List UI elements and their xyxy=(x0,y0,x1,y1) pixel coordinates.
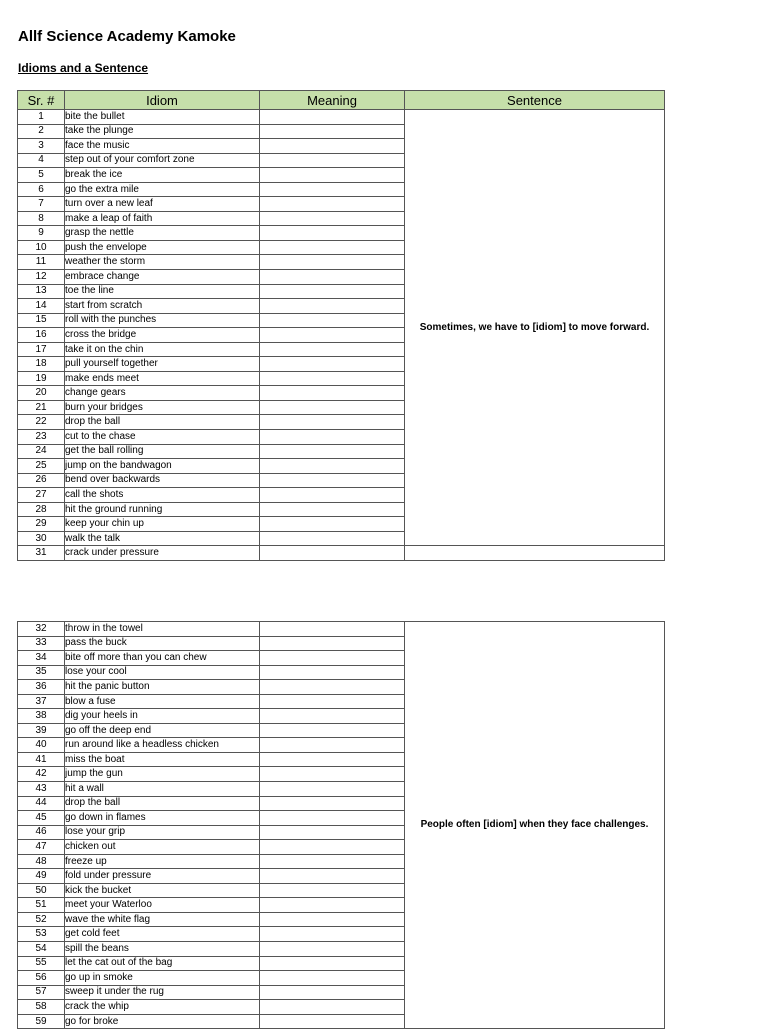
meaning-cell[interactable] xyxy=(260,825,405,840)
meaning-cell[interactable] xyxy=(260,371,405,386)
idioms-table-section-1 xyxy=(17,90,665,561)
row-number: 26 xyxy=(18,473,65,488)
idiom-cell: blow a fuse xyxy=(65,694,260,709)
idiom-cell: spill the beans xyxy=(65,942,260,957)
idiom-cell: grasp the nettle xyxy=(65,226,260,241)
row-number: 4 xyxy=(18,153,65,168)
row-number: 56 xyxy=(18,971,65,986)
row-number: 21 xyxy=(18,400,65,415)
row-number: 5 xyxy=(18,168,65,183)
idiom-cell: go up in smoke xyxy=(65,971,260,986)
idiom-cell: call the shots xyxy=(65,488,260,503)
idiom-cell: cross the bridge xyxy=(65,328,260,343)
meaning-cell[interactable] xyxy=(260,738,405,753)
meaning-cell[interactable] xyxy=(260,854,405,869)
idiom-cell: walk the talk xyxy=(65,531,260,546)
idiom-cell: meet your Waterloo xyxy=(65,898,260,913)
idiom-cell: get the ball rolling xyxy=(65,444,260,459)
idiom-cell: pass the buck xyxy=(65,636,260,651)
row-number: 40 xyxy=(18,738,65,753)
row-number: 34 xyxy=(18,651,65,666)
meaning-cell[interactable] xyxy=(260,869,405,884)
meaning-cell[interactable] xyxy=(260,752,405,767)
meaning-cell[interactable] xyxy=(260,211,405,226)
row-number: 24 xyxy=(18,444,65,459)
idiom-cell: toe the line xyxy=(65,284,260,299)
idiom-cell: run around like a headless chicken xyxy=(65,738,260,753)
meaning-cell[interactable] xyxy=(260,415,405,430)
row-number: 17 xyxy=(18,342,65,357)
meaning-cell[interactable] xyxy=(260,182,405,197)
idiom-cell: keep your chin up xyxy=(65,517,260,532)
row-number: 18 xyxy=(18,357,65,372)
meaning-cell[interactable] xyxy=(260,197,405,212)
document-title: Allf Science Academy Kamoke xyxy=(18,28,236,45)
row-number: 55 xyxy=(18,956,65,971)
idiom-cell: dig your heels in xyxy=(65,709,260,724)
meaning-cell[interactable] xyxy=(260,444,405,459)
column-header-meaning: Meaning xyxy=(260,91,405,110)
idiom-cell: change gears xyxy=(65,386,260,401)
idiom-cell: weather the storm xyxy=(65,255,260,270)
meaning-cell[interactable] xyxy=(260,546,405,561)
row-number: 27 xyxy=(18,488,65,503)
idiom-cell: turn over a new leaf xyxy=(65,197,260,212)
meaning-cell[interactable] xyxy=(260,811,405,826)
row-number: 45 xyxy=(18,811,65,826)
meaning-cell[interactable] xyxy=(260,284,405,299)
meaning-cell[interactable] xyxy=(260,357,405,372)
meaning-cell[interactable] xyxy=(260,840,405,855)
row-number: 42 xyxy=(18,767,65,782)
row-number: 14 xyxy=(18,299,65,314)
meaning-cell[interactable] xyxy=(260,782,405,797)
idiom-cell: pull yourself together xyxy=(65,357,260,372)
row-number: 11 xyxy=(18,255,65,270)
meaning-cell[interactable] xyxy=(260,473,405,488)
idiom-cell: take the plunge xyxy=(65,124,260,139)
sentence-cell-empty xyxy=(405,546,665,561)
meaning-cell[interactable] xyxy=(260,386,405,401)
meaning-cell[interactable] xyxy=(260,531,405,546)
idiom-cell: wave the white flag xyxy=(65,912,260,927)
idioms-table-section-2 xyxy=(17,621,665,1029)
column-header-idiom: Idiom xyxy=(65,91,260,110)
row-number: 33 xyxy=(18,636,65,651)
row-number: 44 xyxy=(18,796,65,811)
idiom-cell: jump the gun xyxy=(65,767,260,782)
idiom-cell: sweep it under the rug xyxy=(65,985,260,1000)
row-number: 8 xyxy=(18,211,65,226)
row-number: 10 xyxy=(18,240,65,255)
meaning-cell[interactable] xyxy=(260,240,405,255)
meaning-cell[interactable] xyxy=(260,942,405,957)
idiom-cell: chicken out xyxy=(65,840,260,855)
meaning-cell[interactable] xyxy=(260,636,405,651)
row-number: 22 xyxy=(18,415,65,430)
idiom-cell: get cold feet xyxy=(65,927,260,942)
row-number: 50 xyxy=(18,883,65,898)
row-number: 49 xyxy=(18,869,65,884)
row-number: 23 xyxy=(18,430,65,445)
idiom-cell: hit the panic button xyxy=(65,680,260,695)
idiom-cell: throw in the towel xyxy=(65,622,260,637)
row-number: 3 xyxy=(18,139,65,154)
row-number: 36 xyxy=(18,680,65,695)
idiom-cell: face the music xyxy=(65,139,260,154)
idiom-cell: lose your cool xyxy=(65,665,260,680)
meaning-cell[interactable] xyxy=(260,1000,405,1015)
row-number: 15 xyxy=(18,313,65,328)
idiom-cell: kick the bucket xyxy=(65,883,260,898)
meaning-cell[interactable] xyxy=(260,270,405,285)
idiom-cell: step out of your comfort zone xyxy=(65,153,260,168)
row-number: 30 xyxy=(18,531,65,546)
document-subtitle: Idioms and a Sentence xyxy=(18,61,149,75)
idiom-cell: crack under pressure xyxy=(65,546,260,561)
idiom-cell: start from scratch xyxy=(65,299,260,314)
idiom-cell: crack the whip xyxy=(65,1000,260,1015)
idiom-cell: fold under pressure xyxy=(65,869,260,884)
row-number: 39 xyxy=(18,723,65,738)
row-number: 35 xyxy=(18,665,65,680)
idiom-cell: bite off more than you can chew xyxy=(65,651,260,666)
idiom-cell: go off the deep end xyxy=(65,723,260,738)
idiom-cell: lose your grip xyxy=(65,825,260,840)
meaning-cell[interactable] xyxy=(260,488,405,503)
row-number: 53 xyxy=(18,927,65,942)
meaning-cell[interactable] xyxy=(260,124,405,139)
idiom-cell: go for broke xyxy=(65,1014,260,1029)
meaning-cell[interactable] xyxy=(260,651,405,666)
meaning-cell[interactable] xyxy=(260,110,405,125)
column-header-sr: Sr. # xyxy=(18,91,65,110)
meaning-cell[interactable] xyxy=(260,694,405,709)
row-number: 28 xyxy=(18,502,65,517)
meaning-cell[interactable] xyxy=(260,796,405,811)
row-number: 25 xyxy=(18,459,65,474)
row-number: 41 xyxy=(18,752,65,767)
meaning-cell[interactable] xyxy=(260,767,405,782)
row-number: 6 xyxy=(18,182,65,197)
idiom-cell: drop the ball xyxy=(65,796,260,811)
idiom-cell: hit a wall xyxy=(65,782,260,797)
row-number: 54 xyxy=(18,942,65,957)
sentence-cell: People often [idiom] when they face challenges. xyxy=(405,622,665,1029)
meaning-cell[interactable] xyxy=(260,139,405,154)
table-row xyxy=(18,546,665,561)
idiom-cell: bite the bullet xyxy=(65,110,260,125)
meaning-cell[interactable] xyxy=(260,883,405,898)
row-number: 12 xyxy=(18,270,65,285)
meaning-cell[interactable] xyxy=(260,168,405,183)
meaning-cell[interactable] xyxy=(260,956,405,971)
row-number: 47 xyxy=(18,840,65,855)
row-number: 29 xyxy=(18,517,65,532)
meaning-cell[interactable] xyxy=(260,517,405,532)
meaning-cell[interactable] xyxy=(260,723,405,738)
row-number: 13 xyxy=(18,284,65,299)
row-number: 58 xyxy=(18,1000,65,1015)
meaning-cell[interactable] xyxy=(260,299,405,314)
meaning-cell[interactable] xyxy=(260,502,405,517)
idiom-cell: burn your bridges xyxy=(65,400,260,415)
idiom-cell: hit the ground running xyxy=(65,502,260,517)
row-number: 46 xyxy=(18,825,65,840)
meaning-cell[interactable] xyxy=(260,226,405,241)
meaning-cell[interactable] xyxy=(260,1014,405,1029)
row-number: 20 xyxy=(18,386,65,401)
row-number: 37 xyxy=(18,694,65,709)
meaning-cell[interactable] xyxy=(260,153,405,168)
row-number: 48 xyxy=(18,854,65,869)
meaning-cell[interactable] xyxy=(260,680,405,695)
meaning-cell[interactable] xyxy=(260,313,405,328)
row-number: 52 xyxy=(18,912,65,927)
idiom-cell: make a leap of faith xyxy=(65,211,260,226)
row-number: 51 xyxy=(18,898,65,913)
row-number: 7 xyxy=(18,197,65,212)
table-header-row xyxy=(18,91,665,110)
meaning-cell[interactable] xyxy=(260,328,405,343)
idiom-cell: make ends meet xyxy=(65,371,260,386)
meaning-cell[interactable] xyxy=(260,912,405,927)
idiom-cell: freeze up xyxy=(65,854,260,869)
idiom-cell: let the cat out of the bag xyxy=(65,956,260,971)
row-number: 59 xyxy=(18,1014,65,1029)
idiom-cell: bend over backwards xyxy=(65,473,260,488)
idiom-cell: embrace change xyxy=(65,270,260,285)
idiom-cell: push the envelope xyxy=(65,240,260,255)
row-number: 1 xyxy=(18,110,65,125)
meaning-cell[interactable] xyxy=(260,459,405,474)
idiom-cell: jump on the bandwagon xyxy=(65,459,260,474)
meaning-cell[interactable] xyxy=(260,255,405,270)
row-number: 19 xyxy=(18,371,65,386)
idiom-cell: go the extra mile xyxy=(65,182,260,197)
idiom-cell: go down in flames xyxy=(65,811,260,826)
meaning-cell[interactable] xyxy=(260,985,405,1000)
row-number: 9 xyxy=(18,226,65,241)
column-header-sentence: Sentence xyxy=(405,91,665,110)
table-row xyxy=(18,110,665,125)
row-number: 32 xyxy=(18,622,65,637)
row-number: 16 xyxy=(18,328,65,343)
meaning-cell[interactable] xyxy=(260,342,405,357)
idiom-cell: take it on the chin xyxy=(65,342,260,357)
meaning-cell[interactable] xyxy=(260,430,405,445)
idiom-cell: roll with the punches xyxy=(65,313,260,328)
idiom-cell: drop the ball xyxy=(65,415,260,430)
meaning-cell[interactable] xyxy=(260,622,405,637)
meaning-cell[interactable] xyxy=(260,709,405,724)
meaning-cell[interactable] xyxy=(260,665,405,680)
idiom-cell: break the ice xyxy=(65,168,260,183)
row-number: 2 xyxy=(18,124,65,139)
sentence-cell: Sometimes, we have to [idiom] to move forward. xyxy=(405,110,665,546)
row-number: 43 xyxy=(18,782,65,797)
row-number: 31 xyxy=(18,546,65,561)
meaning-cell[interactable] xyxy=(260,400,405,415)
row-number: 38 xyxy=(18,709,65,724)
meaning-cell[interactable] xyxy=(260,971,405,986)
idiom-cell: miss the boat xyxy=(65,752,260,767)
meaning-cell[interactable] xyxy=(260,927,405,942)
row-number: 57 xyxy=(18,985,65,1000)
meaning-cell[interactable] xyxy=(260,898,405,913)
table-row xyxy=(18,622,665,637)
idiom-cell: cut to the chase xyxy=(65,430,260,445)
